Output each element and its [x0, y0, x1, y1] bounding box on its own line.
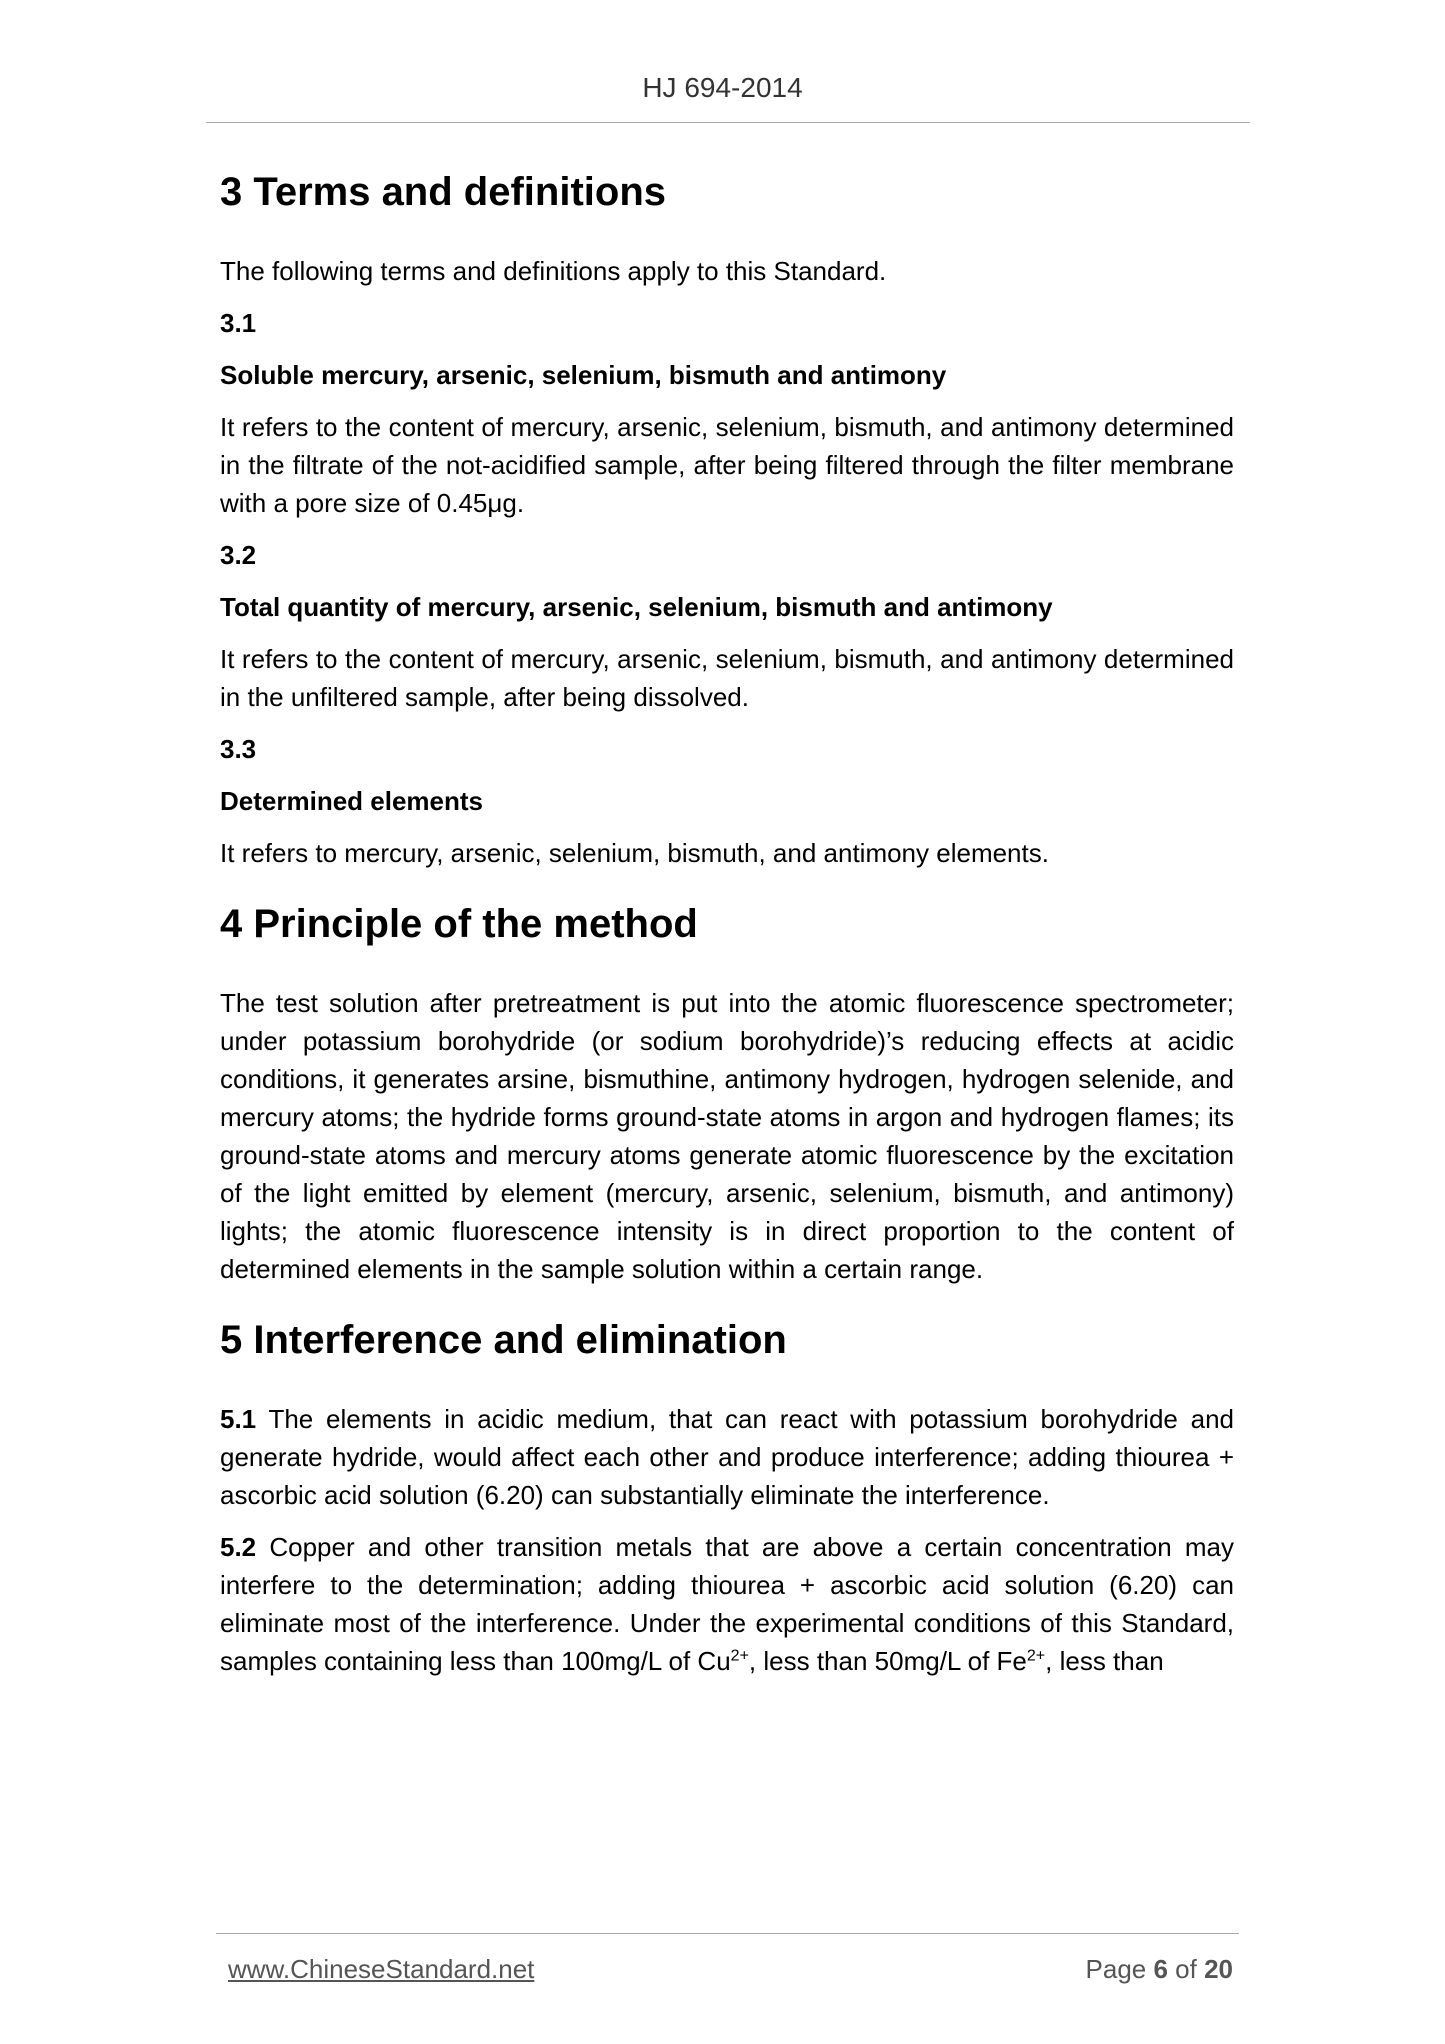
page-current: 6 [1153, 1954, 1168, 1984]
section-3-intro: The following terms and definitions apply to this Standard. [220, 256, 887, 286]
term-3-2-definition: It refers to the content of mercury, arsenic, selenium, bismuth, and antimony determined in the unfiltered sample, after being dissolved. [220, 644, 1234, 712]
footer-website-link[interactable]: www.ChineseStandard.net [228, 1954, 535, 1984]
clause-5-2-text-a: Copper and other transition metals that are above a certain concentration may interfere to the determination; adding thiourea + ascorbic acid solution (6.20) can eliminate most of the interference. Under the experimental conditions of this Standard, samples containing less than 100mg/L of Cu [220, 1532, 1234, 1676]
page-mid: of [1167, 1954, 1205, 1984]
clause-5-1 [220, 1400, 1234, 1514]
term-3-3-title: Determined elements [220, 786, 483, 816]
clause-5-1-text: The elements in acidic medium, that can react with potassium borohydride and generate hydride, would affect each other and produce interference; adding thiourea + ascorbic acid solution (6.20) can substantially eliminate the interference. [220, 1404, 1234, 1510]
clause-5-2-number: 5.2 [220, 1532, 257, 1562]
footer-page-number [1086, 1954, 1233, 1985]
term-3-1-definition: It refers to the content of mercury, arsenic, selenium, bismuth, and antimony determined in the filtrate of the not-acidified sample, after being filtered through the filter membrane with a pore size of 0.45μg. [220, 412, 1234, 518]
section-4-heading: 4 Principle of the method [220, 902, 698, 946]
section-3-heading: 3 Terms and definitions [220, 170, 666, 214]
header-divider [206, 122, 1250, 123]
page-header-doc-code: HJ 694-2014 [642, 72, 803, 103]
term-3-2-number: 3.2 [220, 540, 257, 570]
clause-5-2 [220, 1528, 1234, 1680]
term-3-1-number: 3.1 [220, 308, 257, 338]
clause-5-2-text-b: , less than 50mg/L of Fe [748, 1646, 1027, 1676]
term-3-3-number: 3.3 [220, 734, 257, 764]
term-3-1-title: Soluble mercury, arsenic, selenium, bismuth and antimony [220, 360, 947, 390]
clause-5-2-text-c: , less than [1045, 1646, 1164, 1676]
page-total: 20 [1204, 1954, 1233, 1984]
clause-5-1-number: 5.1 [220, 1404, 257, 1434]
cu-charge-superscript: 2+ [730, 1647, 749, 1665]
footer-divider [216, 1933, 1239, 1934]
term-3-3-definition: It refers to mercury, arsenic, selenium, bismuth, and antimony elements. [220, 838, 1049, 868]
page-content [220, 164, 1234, 1680]
term-3-2-title: Total quantity of mercury, arsenic, selenium, bismuth and antimony [220, 592, 1053, 622]
section-4-body: The test solution after pretreatment is put into the atomic fluorescence spectrometer; under potassium borohydride (or sodium borohydride)’s reducing effects at acidic conditions, it generates arsine, bismuthine, antimony hydrogen, hydrogen selenide, and mercury atoms; the hydride forms ground-state atoms in argon and hydrogen flames; its ground-state atoms and mercury atoms generate atomic fluorescence by the excitation of the light emitted by element (mercury, arsenic, selenium, bismuth, and antimony) lights; the atomic fluorescence intensity is in direct proportion to the content of determined elements in the sample solution within a certain range. [220, 988, 1234, 1284]
section-5-heading: 5 Interference and elimination [220, 1318, 787, 1362]
fe-charge-superscript: 2+ [1026, 1647, 1046, 1665]
page-prefix: Page [1085, 1954, 1154, 1984]
